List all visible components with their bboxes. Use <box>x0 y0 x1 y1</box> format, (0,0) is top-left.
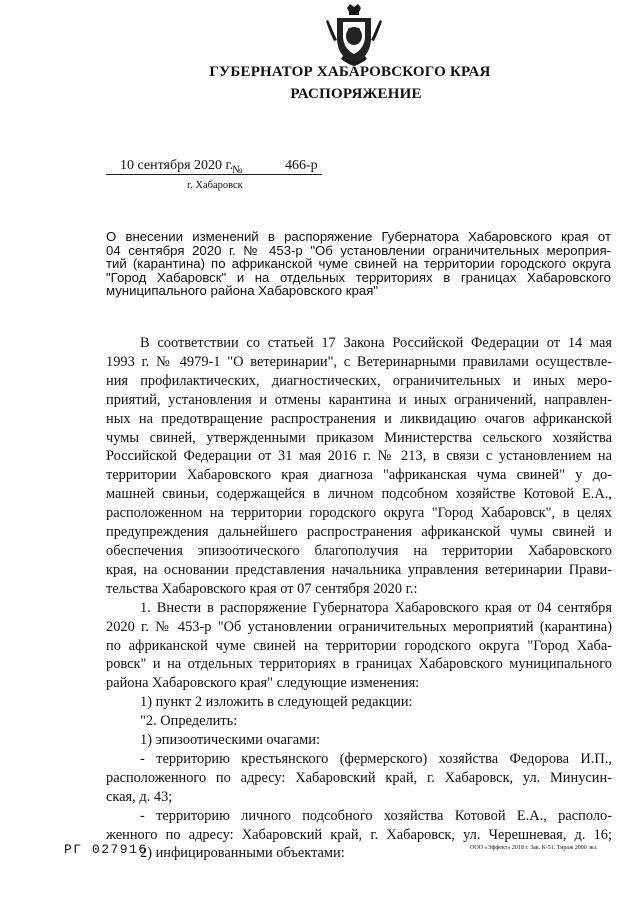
subject-line: 04 сентября 2020 г. № 453-р "Об установлении ограничительных мероприя- <box>106 242 611 258</box>
form-serial-number: РГ 027916 <box>64 842 148 857</box>
body-line: - территорию крестьянского (фермерского) хозяйства Федорова И.П., <box>140 750 612 767</box>
body-line: приятий, установления и отмены карантина и иных ограничений, направлен- <box>106 391 612 408</box>
subject-line: О внесении изменений в распоряжение Губернатора Хабаровского края от <box>106 229 611 244</box>
document-date: 10 сентября 2020 г. <box>120 158 234 173</box>
date-number-underline <box>106 174 322 175</box>
body-line: района Хабаровского края" следующие изменения: <box>106 675 420 692</box>
body-line: тельства Хабаровского края от 07 сентября 2020 г.: <box>106 580 418 597</box>
subject-line: тий (карантина) по африканской чуме свиней на территории городского округа <box>106 256 611 272</box>
document-body <box>106 334 612 863</box>
body-line: расположенном на территории городского округа "Город Хабаровск", в целях <box>106 505 612 522</box>
body-line: 1993 г. № 4979-1 "О ветеринарии", с Ветеринарными правилами осуществле- <box>106 353 612 370</box>
subject-line: муниципального района Хабаровского края" <box>106 283 379 299</box>
body-line: женного по адресу: Хабаровский край, г. Хабаровск, ул. Черешневая, д. 16; <box>106 826 612 843</box>
number-sign: № <box>232 164 243 176</box>
document-type: РАСПОРЯЖЕНИЕ <box>290 86 422 102</box>
body-line: 1) эпизоотическими очагами: <box>140 732 320 749</box>
printer-imprint: ООО «Эффект» 2018 г. Зак. К-51. Тираж 2000 экз. <box>470 845 598 851</box>
body-line: 1. Внести в распоряжение Губернатора Хабаровского края от 04 сентября <box>140 599 612 616</box>
subject-line: "Город Хабаровск" и на отдельных территориях в границах Хабаровского <box>106 269 611 285</box>
body-line: чумы свиней, утвержденными приказом Министерства сельского хозяйства <box>106 429 612 446</box>
body-line: по африканской чуме свиней на территории городского округа "Город Хаба- <box>106 637 612 654</box>
body-line: предупреждения дальнейшего распространения африканской чумы свиней и <box>106 524 612 541</box>
document-number: 466-р <box>285 158 318 173</box>
body-line: В соответствии со статьей 17 Закона Российской Федерации от 14 мая <box>140 335 612 351</box>
body-line: 1) пункт 2 изложить в следующей редакции: <box>140 694 413 711</box>
document-subject <box>106 230 611 298</box>
issuer-title: ГУБЕРНАТОР ХАБАРОВСКОГО КРАЯ <box>209 64 491 80</box>
body-line: расположенного по адресу: Хабаровский край, г. Хабаровск, ул. Минусин- <box>106 769 612 786</box>
body-line: ровск" и на отдельных территориях в границах Хабаровского муниципального <box>106 656 612 673</box>
body-line: Российской Федерации от 31 мая 2016 г. № 213, в связи с установлением на <box>106 448 612 465</box>
coat-of-arms-icon <box>323 2 385 68</box>
body-line: машней свиньи, содержащейся в личном подсобном хозяйстве Котовой Е.А., <box>106 486 612 503</box>
body-line: края, на основании представления начальника управления ветеринарии Прави- <box>106 561 612 578</box>
body-line: обеспечения эпизоотического благополучия на территории Хабаровского <box>106 542 612 559</box>
body-line: "2. Определить: <box>140 713 238 730</box>
body-line: ская, д. 43; <box>106 788 173 805</box>
body-line: ния профилактических, диагностических, ограничительных и иных меро- <box>106 372 612 389</box>
body-line: 2) инфицированными объектами: <box>140 845 345 862</box>
body-line: территории Хабаровского края диагноза "африканская чума свиней" у до- <box>106 467 612 484</box>
body-line: ных на предотвращение распространения и ликвидацию очагов африканской <box>106 410 612 427</box>
document-city: г. Хабаровск <box>187 180 243 191</box>
body-line: - территорию личного подсобного хозяйства Котовой Е.А., располо- <box>140 807 612 824</box>
body-line: 2020 г. № 453-р "Об установлении ограничительных мероприятий (карантина) <box>106 618 612 635</box>
